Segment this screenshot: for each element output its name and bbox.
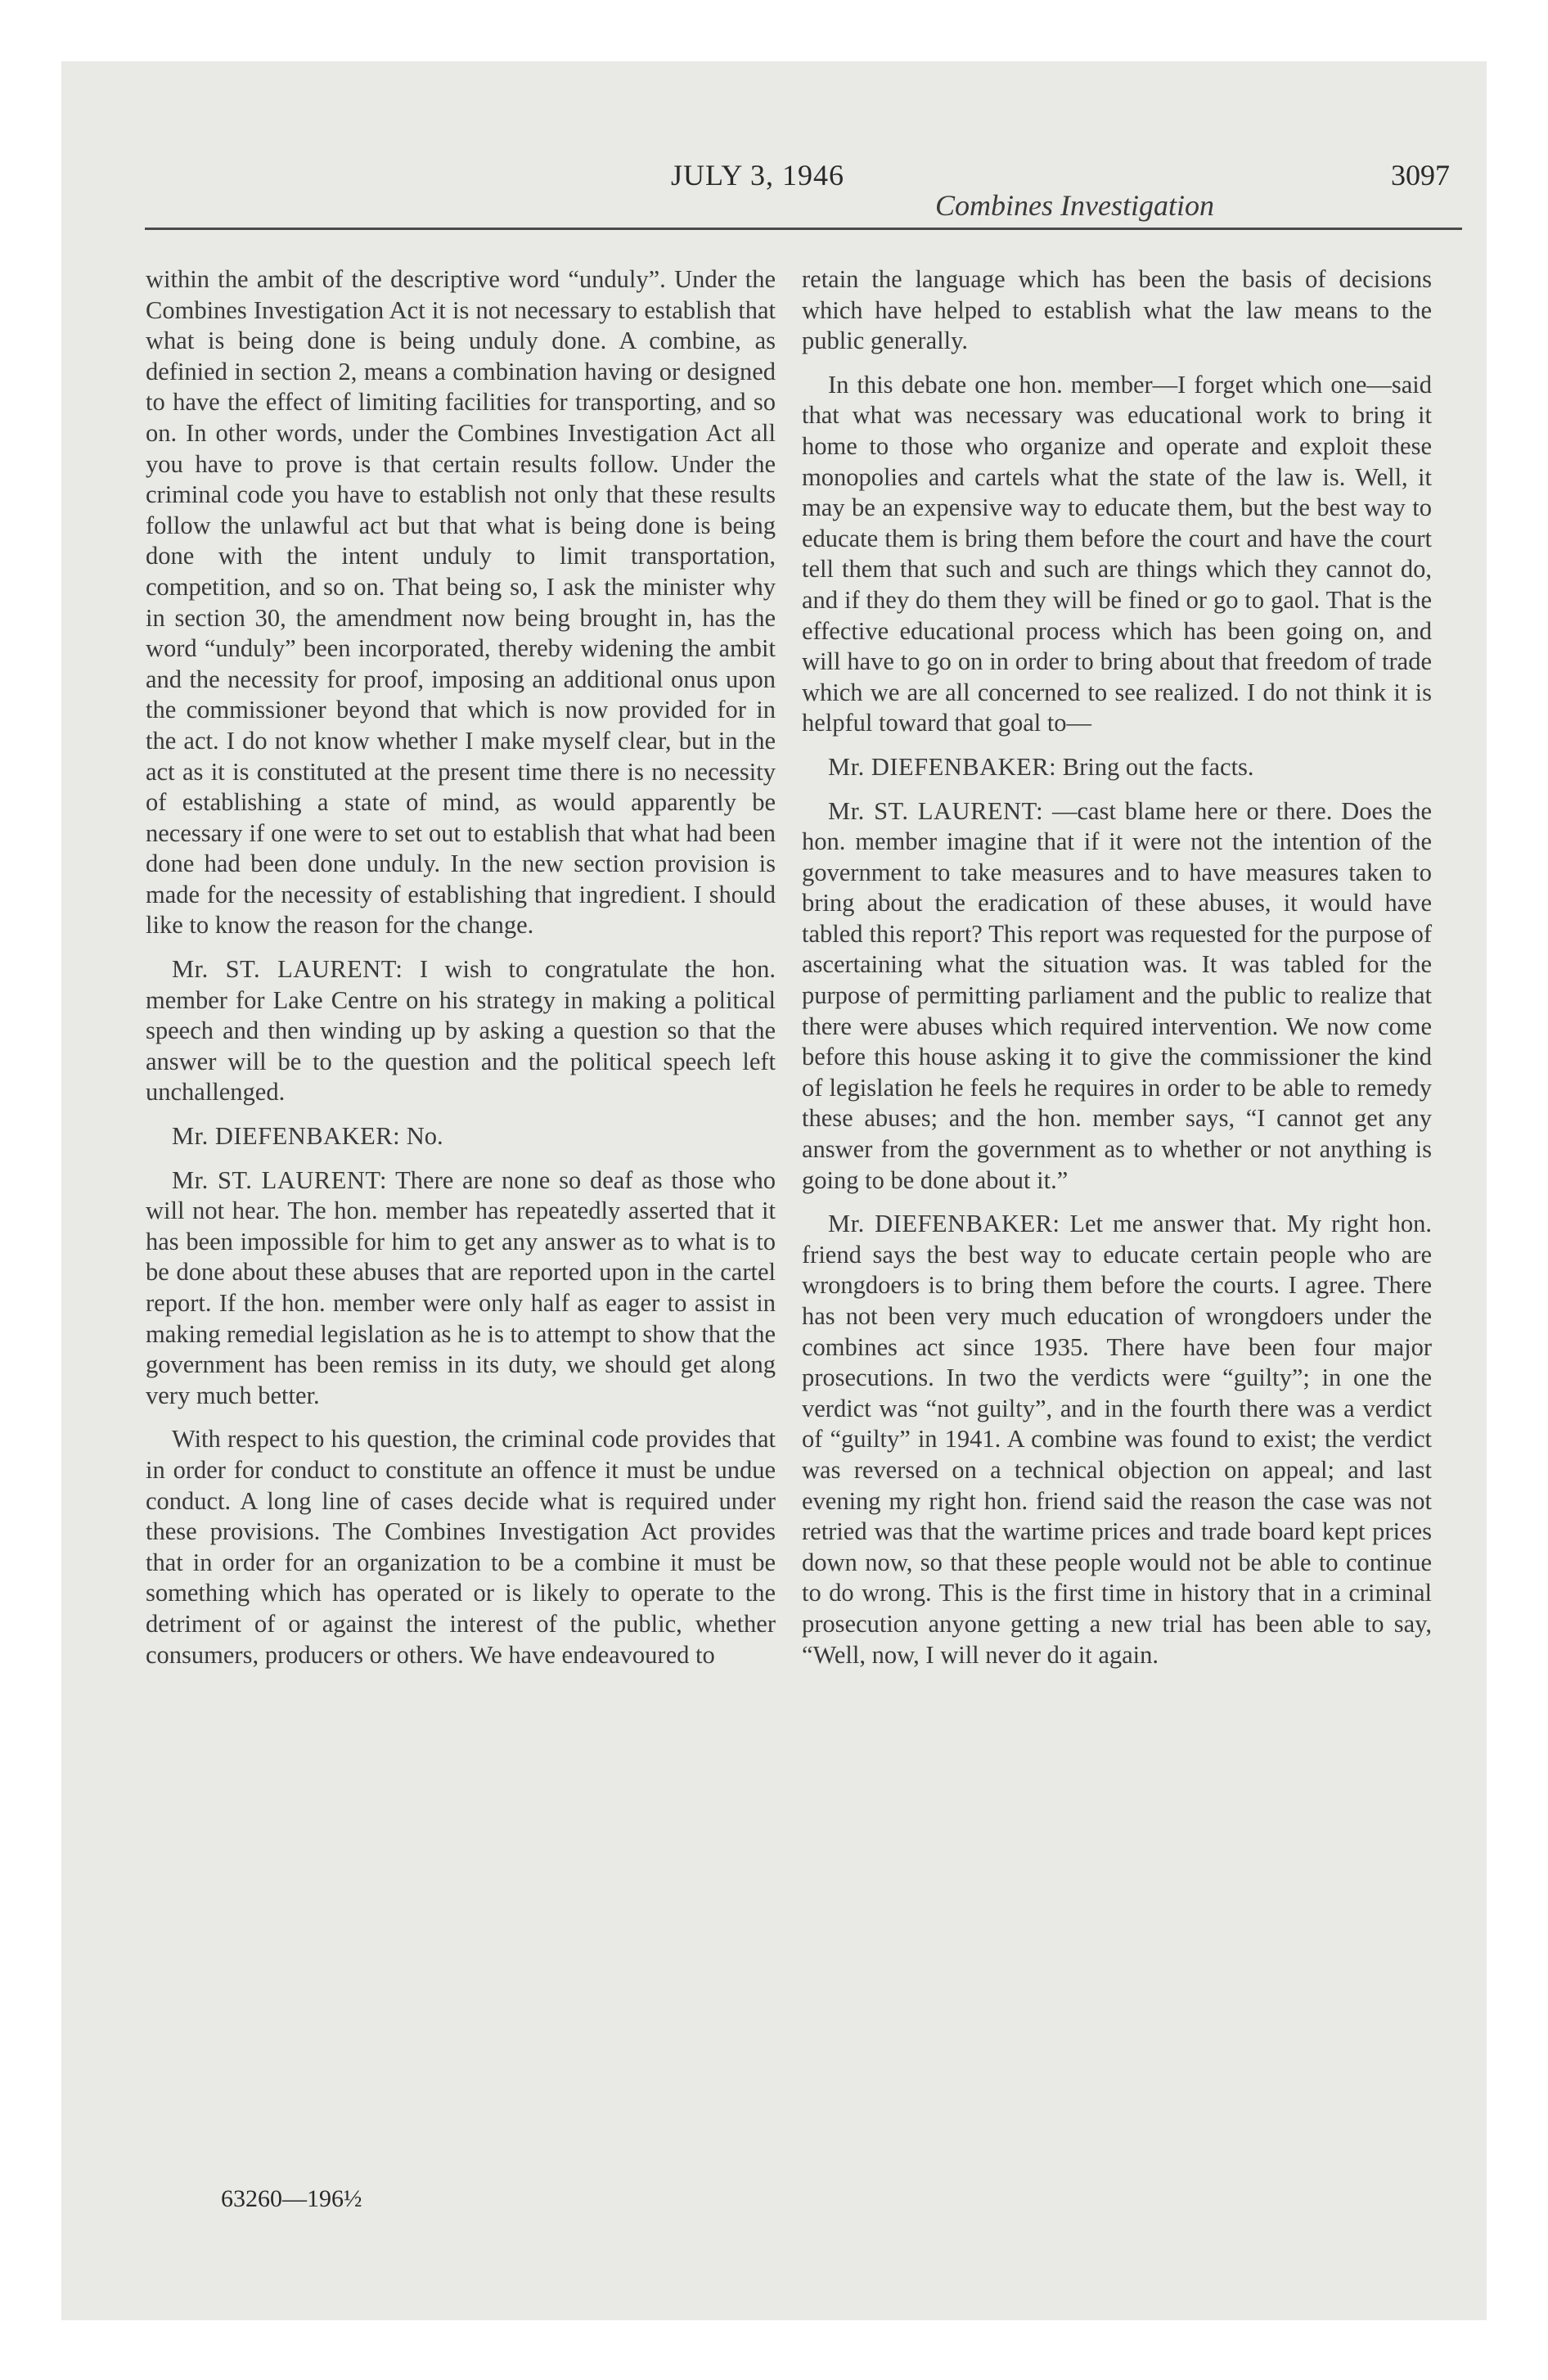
speaker-name: Mr. DIEFENBAKER:: [828, 752, 1057, 781]
paragraph: [802, 370, 1432, 739]
paragraph-text: No.: [406, 1122, 443, 1151]
scanned-page: [61, 61, 1487, 2320]
paragraph: [802, 1209, 1432, 1670]
speaker-name: Mr. DIEFENBAKER:: [828, 1210, 1060, 1238]
speaker-name: Mr. ST. LAURENT:: [828, 796, 1044, 825]
paragraph-text: —cast blame here or there. Does the hon. member imagine that if it were not the intention of the government to take measures and to have measures taken to bring about the eradication of these abuses, it would have tabled this report? This report was requested for the purpose of ascertaining what the situation was. It was tabled for the purpose of permitting parliament and the public to realize that there were abuses which required intervention. We now come before this house asking it to give the commissioner the kind of legislation he feels he requires in order to be able to remedy these abuses; and the hon. member says, “I cannot get any answer from the government as to whether or not anything is going to be done about it.”: [802, 796, 1432, 1194]
paragraph-text: retain the language which has been the basis of decisions which have helped to establish what the law means to the public generally.: [802, 265, 1432, 355]
paragraph: [146, 264, 776, 941]
paragraph-text: There are none so deaf as those who will not hear. The hon. member has repeatedly asserted that it has been impossible for him to get any answer as to what is to be done about these abuses that are reported upon in the cartel report. If the hon. member were only half as eager to assist in making remedial legislation as he is to attempt to show that the government has been remiss in its duty, we should get along very much better.: [146, 1165, 776, 1409]
page-header: [61, 61, 1487, 225]
paragraph-text: With respect to his question, the criminal code provides that in order for conduct to constitute an offence it must be undue conduct. A long line of cases decide what is required under these provisions. The Combines Investigation Act provides that in order for an organization to be a combine it must be something which has operated or is likely to operate to the detriment of or against the interest of the public, whether consumers, producers or others. We have endeavoured to: [146, 1425, 776, 1669]
speaker-name: Mr. DIEFENBAKER:: [172, 1122, 401, 1151]
paragraph: [802, 264, 1432, 357]
header-page-number: 3097: [1391, 159, 1450, 192]
right-column: [802, 264, 1432, 1684]
speaker-name: Mr. ST. LAURENT:: [172, 1165, 387, 1194]
paragraph: [146, 1121, 776, 1152]
left-column: [146, 264, 776, 1684]
paragraph: [146, 954, 776, 1108]
paragraph: [146, 1165, 776, 1412]
paragraph-text: I wish to congratulate the hon. member for Lake Centre on his strategy in making a political speech and then winding up by asking a question so that the answer will be to the question and the political speech left unchallenged.: [146, 955, 776, 1107]
paragraph: [802, 752, 1432, 783]
header-rule: [145, 228, 1462, 230]
paragraph-text: within the ambit of the descriptive word “unduly”. Under the Combines Investigation Act it is not necessary to establish that what is being done is being unduly done. A combine, as definied in section 2, means a combination having or designed to have the effect of limiting facilities for transporting, and so on. In other words, under the Combines Investigation Act all you have to prove is that certain results follow. Under the criminal code you have to establish not only that these results follow the unlawful act but that what is being done is being done with the intent unduly to limit transportation, competition, and so on. That being so, I ask the minister why in section 30, the amendment now being brought in, has the word “unduly” been incorporated, thereby widening the ambit and the necessity for proof, imposing an additional onus upon the commissioner beyond that which is now provided for in the act. I do not know whether I make myself clear, but in the act as it is constituted at the present time there is no necessity of establishing a state of mind, as would apparently be necessary if one were to set out to establish that what had been done had been done unduly. In the new section provision is made for the necessity of establishing that ingredient. I should like to know the reason for the change.: [146, 265, 776, 940]
paragraph: [802, 796, 1432, 1197]
paragraph: [146, 1424, 776, 1670]
printer-signature: 63260—196½: [221, 2185, 362, 2212]
paragraph-text: Let me answer that. My right hon. friend says the best way to educate certain people who are wrongdoers is to bring them before the courts. I agree. There has not been very much education of wrongdoers under the combines act since 1935. There have been four major prosecutions. In two the verdicts were “guilty”; in one the verdict was “not guilty”, and in the fourth there was a verdict of “guilty” in 1941. A combine was found to exist; the verdict was reversed on a technical objection on appeal; and last evening my right hon. friend said the reason the case was not retried was that the wartime prices and trade board kept prices down now, so that these people would not be able to continue to do wrong. This is the first time in history that in a criminal prosecution anyone getting a new trial has been able to say, “Well, now, I will never do it again.: [802, 1210, 1432, 1669]
header-date: JULY 3, 1946: [671, 159, 845, 192]
speaker-name: Mr. ST. LAURENT:: [172, 955, 403, 984]
paragraph-text: In this debate one hon. member—I forget which one—said that what was necessary was educational work to bring it home to those who organize and operate and exploit these monopolies and cartels what the state of the law is. Well, it may be an expensive way to educate them, but the best way to educate them is bring them before the court and have the court tell them that such and such are things which they cannot do, and if they do them they will be fined or go to gaol. That is the effective educational process which has been going on, and will have to go on in order to bring about that freedom of trade which we are all concerned to see realized. I do not think it is helpful toward that goal to—: [802, 370, 1432, 737]
paragraph-text: Bring out the facts.: [1062, 752, 1254, 781]
header-running-title: Combines Investigation: [935, 189, 1214, 222]
